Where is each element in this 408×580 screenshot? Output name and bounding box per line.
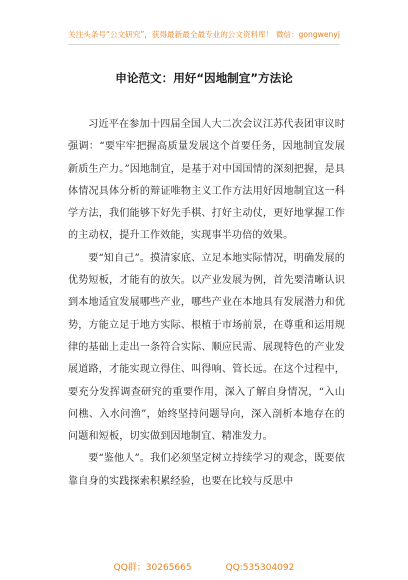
promo-header: 关注头条号“公文研究”，获得最新最全最专业的公文资料库！ 微信：gongwenyj <box>68 30 340 39</box>
header-divider <box>68 44 340 45</box>
qq-group-text: QQ群：30265665 <box>113 563 192 573</box>
paragraph: 习近平在参加十四届全国人大二次会议江苏代表团审议时强调：“要牢牢把握高质量发展这个首要任务，因地制宜发展新质生产力。”因地制宜，是基于对中国国情的深刻把握，是具体情况具体分析的辩证唯物主义工作方法用好因地制宜这一科学方法，我们能够下好先手棋、打好主动仗，更好地掌握工作的主动权，提升工作效能，实现事半功倍的效果。 <box>68 119 345 242</box>
document-title: 申论范文：用好“因地制宜”方法论 <box>115 71 293 85</box>
contact-footer <box>0 560 408 573</box>
qq-text: QQ:535304092 <box>225 563 295 573</box>
document-body <box>68 114 345 493</box>
paragraph: 要“鉴他人”。我们必须坚定树立持续学习的观念，既要依靠自身的实践探索积累经验，也要在比较与反思中 <box>68 453 345 487</box>
paragraph: 要“知自己”。摸清家底、立足本地实际情况，明确发展的优势短板，才能有的放矢。以产业发展为例，首先要清晰认识到本地适宜发展哪些产业，哪些产业在本地具有发展潜力和优势，方能立足于地方实际、根植于市场前景，在尊重和运用规律的基础上走出一条符合实际、顺应民需、展现特色的产业发展道路，才能实现立得住、叫得响、管长远。在这个过程中，要充分发挥调查研究的重要作用，深入了解自身情况，“入山问樵、入水问渔”，始终坚持问题导向，深入剖析本地存在的问题和短板，切实做到因地制宜、精准发力。 <box>68 252 345 443</box>
